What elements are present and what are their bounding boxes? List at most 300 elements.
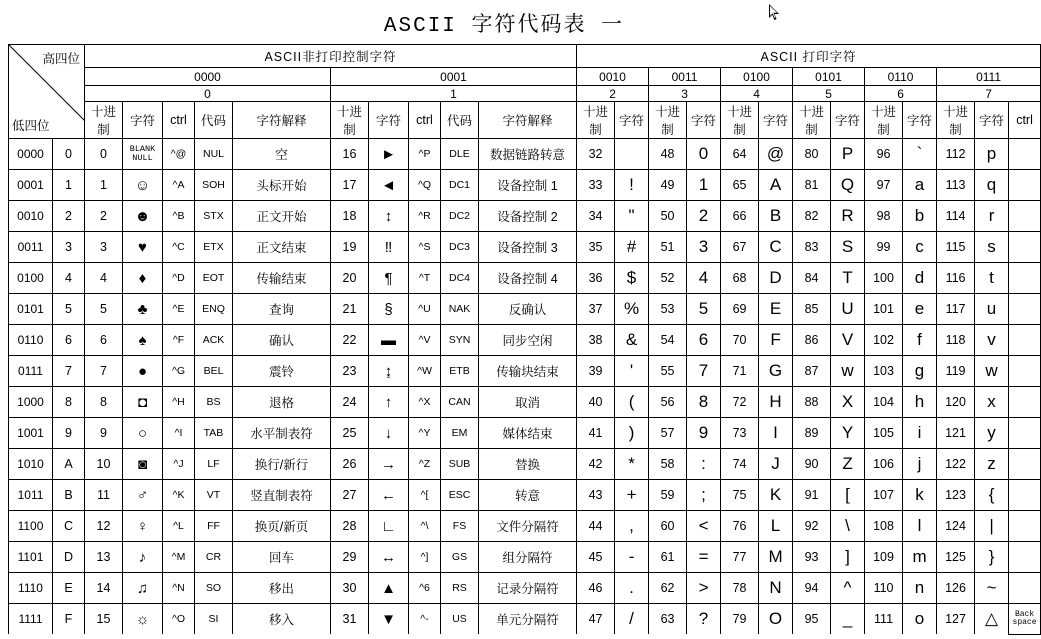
- cell-dec-7-13: 125: [937, 542, 975, 573]
- cell-dec-1-10: 26: [331, 449, 369, 480]
- col-ctrl-7: ctrl: [1009, 102, 1041, 139]
- cell-desc-1-0: 数据链路转意: [479, 139, 577, 170]
- cell-desc-0-13: 回车: [233, 542, 331, 573]
- cell-dec-1-1: 17: [331, 170, 369, 201]
- cell-dec-1-2: 18: [331, 201, 369, 232]
- cell-glyph-0-9: ○: [123, 418, 163, 449]
- cell-char-2-8: (: [615, 387, 649, 418]
- cell-desc-0-2: 正文开始: [233, 201, 331, 232]
- cell-dec-7-8: 120: [937, 387, 975, 418]
- bin-group-7: 0111: [937, 68, 1041, 86]
- cell-char-7-11: {: [975, 480, 1009, 511]
- cell-code-0-2: STX: [195, 201, 233, 232]
- cell-dec-2-11: 43: [577, 480, 615, 511]
- row-binary-10: 1010: [9, 449, 53, 480]
- cell-dec-2-15: 47: [577, 604, 615, 635]
- cell-code-0-4: EOT: [195, 263, 233, 294]
- cell-dec-4-12: 76: [721, 511, 759, 542]
- cell-desc-0-15: 移入: [233, 604, 331, 635]
- col-dec-3: 十进制: [649, 102, 687, 139]
- cell-dec-1-5: 21: [331, 294, 369, 325]
- cell-dec-6-4: 100: [865, 263, 903, 294]
- cell-char-2-15: /: [615, 604, 649, 635]
- cell-char-2-11: +: [615, 480, 649, 511]
- cell-dec-4-6: 70: [721, 325, 759, 356]
- cell-dec-5-0: 80: [793, 139, 831, 170]
- col-dec-5: 十进制: [793, 102, 831, 139]
- cell-ctrl-1-7: ^W: [409, 356, 441, 387]
- table-row: [9, 418, 1041, 449]
- row-binary-6: 0110: [9, 325, 53, 356]
- cell-dec-5-14: 94: [793, 573, 831, 604]
- cell-code-0-3: ETX: [195, 232, 233, 263]
- cell-dec-5-12: 92: [793, 511, 831, 542]
- cell-desc-1-2: 设备控制 2: [479, 201, 577, 232]
- row-hex-5: 5: [53, 294, 85, 325]
- cell-char-7-7: w: [975, 356, 1009, 387]
- cell-desc-0-14: 移出: [233, 573, 331, 604]
- cell-dec-1-11: 27: [331, 480, 369, 511]
- row-hex-15: F: [53, 604, 85, 635]
- cell-ctrl-1-13: ^]: [409, 542, 441, 573]
- table-row: [9, 387, 1041, 418]
- cell-dec-2-12: 44: [577, 511, 615, 542]
- cell-char-3-8: 8: [687, 387, 721, 418]
- table-row: [9, 449, 1041, 480]
- cell-desc-0-11: 竖直制表符: [233, 480, 331, 511]
- cell-char-2-2: ": [615, 201, 649, 232]
- table-row: [9, 480, 1041, 511]
- cell-dec-6-14: 110: [865, 573, 903, 604]
- cell-dec-5-1: 81: [793, 170, 831, 201]
- col-dec-6: 十进制: [865, 102, 903, 139]
- cell-desc-1-12: 文件分隔符: [479, 511, 577, 542]
- cell-ctrl-1-8: ^X: [409, 387, 441, 418]
- cell-char-7-2: r: [975, 201, 1009, 232]
- cell-ctrl-1-9: ^Y: [409, 418, 441, 449]
- cell-code-0-10: LF: [195, 449, 233, 480]
- cell-dec-0-1: 1: [85, 170, 123, 201]
- cell-code-0-0: NUL: [195, 139, 233, 170]
- cell-ctrl-0-12: ^L: [163, 511, 195, 542]
- cell-ctrl-0-14: ^N: [163, 573, 195, 604]
- cell-char-3-11: ;: [687, 480, 721, 511]
- cell-ctrl-0-6: ^F: [163, 325, 195, 356]
- cell-ctrl-7-1: [1009, 170, 1041, 201]
- ascii-table-body: [9, 139, 1041, 635]
- table-row: [9, 511, 1041, 542]
- table-row: [9, 232, 1041, 263]
- cell-char-6-1: a: [903, 170, 937, 201]
- cell-dec-3-12: 60: [649, 511, 687, 542]
- cell-dec-6-11: 107: [865, 480, 903, 511]
- cell-char-4-8: H: [759, 387, 793, 418]
- cell-char-5-8: X: [831, 387, 865, 418]
- cell-dec-3-6: 54: [649, 325, 687, 356]
- cell-ctrl-7-10: [1009, 449, 1041, 480]
- cell-char-6-8: h: [903, 387, 937, 418]
- cell-code-0-12: FF: [195, 511, 233, 542]
- cell-dec-4-8: 72: [721, 387, 759, 418]
- table-row: [9, 294, 1041, 325]
- col-dec-4: 十进制: [721, 102, 759, 139]
- col-dec-2: 十进制: [577, 102, 615, 139]
- cell-dec-6-15: 111: [865, 604, 903, 635]
- row-binary-7: 0111: [9, 356, 53, 387]
- col-char-2: 字符: [615, 102, 649, 139]
- cell-code-0-9: TAB: [195, 418, 233, 449]
- cell-dec-4-13: 77: [721, 542, 759, 573]
- dec-group-6: 6: [865, 86, 937, 102]
- cell-desc-1-9: 媒体结束: [479, 418, 577, 449]
- cell-glyph-1-1: ◄: [369, 170, 409, 201]
- col-dec-1: 十进制: [331, 102, 369, 139]
- cell-char-6-15: o: [903, 604, 937, 635]
- cell-dec-4-2: 66: [721, 201, 759, 232]
- row-binary-14: 1110: [9, 573, 53, 604]
- cell-ctrl-0-7: ^G: [163, 356, 195, 387]
- cell-code-0-15: SI: [195, 604, 233, 635]
- cell-glyph-1-12: ∟: [369, 511, 409, 542]
- row-binary-5: 0101: [9, 294, 53, 325]
- cell-glyph-0-4: ♦: [123, 263, 163, 294]
- cell-char-2-0: [615, 139, 649, 170]
- cell-desc-1-13: 组分隔符: [479, 542, 577, 573]
- cell-char-6-10: j: [903, 449, 937, 480]
- cell-dec-0-5: 5: [85, 294, 123, 325]
- cell-char-3-3: 3: [687, 232, 721, 263]
- cell-dec-2-0: 32: [577, 139, 615, 170]
- cell-dec-5-15: 95: [793, 604, 831, 635]
- cell-code-1-8: CAN: [441, 387, 479, 418]
- cell-desc-0-5: 查询: [233, 294, 331, 325]
- table-row: [9, 604, 1041, 635]
- cell-code-0-13: CR: [195, 542, 233, 573]
- cell-char-2-3: #: [615, 232, 649, 263]
- cell-dec-3-0: 48: [649, 139, 687, 170]
- cell-dec-0-0: 0: [85, 139, 123, 170]
- row-binary-3: 0011: [9, 232, 53, 263]
- cell-dec-3-11: 59: [649, 480, 687, 511]
- cell-char-2-14: .: [615, 573, 649, 604]
- cell-dec-6-10: 106: [865, 449, 903, 480]
- cell-desc-0-0: 空: [233, 139, 331, 170]
- cell-char-4-6: F: [759, 325, 793, 356]
- cell-dec-3-3: 51: [649, 232, 687, 263]
- cell-desc-0-7: 震铃: [233, 356, 331, 387]
- cell-desc-0-9: 水平制表符: [233, 418, 331, 449]
- cell-desc-0-1: 头标开始: [233, 170, 331, 201]
- cell-dec-4-0: 64: [721, 139, 759, 170]
- cell-char-7-0: p: [975, 139, 1009, 170]
- row-binary-0: 0000: [9, 139, 53, 170]
- cell-code-1-2: DC2: [441, 201, 479, 232]
- cell-dec-4-7: 71: [721, 356, 759, 387]
- bin-group-3: 0011: [649, 68, 721, 86]
- cell-desc-1-8: 取消: [479, 387, 577, 418]
- cell-dec-4-1: 65: [721, 170, 759, 201]
- cell-char-6-13: m: [903, 542, 937, 573]
- cell-char-6-2: b: [903, 201, 937, 232]
- cell-glyph-1-15: ▼: [369, 604, 409, 635]
- cell-ctrl-1-4: ^T: [409, 263, 441, 294]
- cell-code-1-11: ESC: [441, 480, 479, 511]
- cell-ctrl-7-0: [1009, 139, 1041, 170]
- cell-ctrl-7-15: Back space: [1009, 604, 1041, 635]
- cell-char-5-11: [: [831, 480, 865, 511]
- cell-ctrl-1-5: ^U: [409, 294, 441, 325]
- cell-char-6-12: l: [903, 511, 937, 542]
- cell-desc-1-5: 反确认: [479, 294, 577, 325]
- cell-ctrl-0-10: ^J: [163, 449, 195, 480]
- cell-glyph-0-15: ☼: [123, 604, 163, 635]
- cell-glyph-0-2: ☻: [123, 201, 163, 232]
- cell-char-4-5: E: [759, 294, 793, 325]
- row-hex-9: 9: [53, 418, 85, 449]
- cell-glyph-0-8: ◘: [123, 387, 163, 418]
- row-hex-14: E: [53, 573, 85, 604]
- cell-code-0-5: ENQ: [195, 294, 233, 325]
- cell-dec-4-4: 68: [721, 263, 759, 294]
- cell-code-0-8: BS: [195, 387, 233, 418]
- cell-dec-2-2: 34: [577, 201, 615, 232]
- cell-dec-5-8: 88: [793, 387, 831, 418]
- cell-glyph-1-13: ↔: [369, 542, 409, 573]
- cell-char-5-1: Q: [831, 170, 865, 201]
- cell-char-3-13: =: [687, 542, 721, 573]
- cell-dec-6-1: 97: [865, 170, 903, 201]
- cell-dec-0-13: 13: [85, 542, 123, 573]
- row-hex-10: A: [53, 449, 85, 480]
- cell-dec-7-9: 121: [937, 418, 975, 449]
- cell-char-3-2: 2: [687, 201, 721, 232]
- cell-glyph-0-5: ♣: [123, 294, 163, 325]
- cell-glyph-1-9: ↓: [369, 418, 409, 449]
- cell-desc-1-3: 设备控制 3: [479, 232, 577, 263]
- cell-code-0-11: VT: [195, 480, 233, 511]
- col-dec-0: 十进制: [85, 102, 123, 139]
- cell-char-5-9: Y: [831, 418, 865, 449]
- cell-dec-2-4: 36: [577, 263, 615, 294]
- cell-ctrl-7-12: [1009, 511, 1041, 542]
- cell-char-3-12: <: [687, 511, 721, 542]
- bin-group-2: 0010: [577, 68, 649, 86]
- cell-dec-0-8: 8: [85, 387, 123, 418]
- cell-dec-2-14: 46: [577, 573, 615, 604]
- cell-dec-1-7: 23: [331, 356, 369, 387]
- col-code-1: 代码: [441, 102, 479, 139]
- cell-dec-7-6: 118: [937, 325, 975, 356]
- cell-dec-7-7: 119: [937, 356, 975, 387]
- cell-char-4-4: D: [759, 263, 793, 294]
- cell-code-1-10: SUB: [441, 449, 479, 480]
- cell-char-2-12: ,: [615, 511, 649, 542]
- cell-code-1-6: SYN: [441, 325, 479, 356]
- cell-glyph-0-7: ●: [123, 356, 163, 387]
- cell-desc-1-1: 设备控制 1: [479, 170, 577, 201]
- cell-dec-6-6: 102: [865, 325, 903, 356]
- cell-char-5-6: V: [831, 325, 865, 356]
- cell-ctrl-7-14: [1009, 573, 1041, 604]
- cell-char-7-12: |: [975, 511, 1009, 542]
- cell-glyph-0-3: ♥: [123, 232, 163, 263]
- cell-ctrl-0-0: ^@: [163, 139, 195, 170]
- bottom-edge: [0, 634, 1008, 639]
- cell-ctrl-1-1: ^Q: [409, 170, 441, 201]
- cell-ctrl-0-2: ^B: [163, 201, 195, 232]
- cell-dec-3-8: 56: [649, 387, 687, 418]
- cell-dec-6-5: 101: [865, 294, 903, 325]
- col-desc-0: 字符解释: [233, 102, 331, 139]
- cell-code-1-14: RS: [441, 573, 479, 604]
- row-hex-7: 7: [53, 356, 85, 387]
- cell-dec-0-12: 12: [85, 511, 123, 542]
- cell-char-4-14: N: [759, 573, 793, 604]
- page-title: ASCII 字符代码表 一: [383, 15, 625, 38]
- cell-dec-7-10: 122: [937, 449, 975, 480]
- col-ctrl-0: ctrl: [163, 102, 195, 139]
- cell-ctrl-0-1: ^A: [163, 170, 195, 201]
- row-hex-1: 1: [53, 170, 85, 201]
- cell-desc-0-3: 正文结束: [233, 232, 331, 263]
- cell-char-2-5: %: [615, 294, 649, 325]
- cell-ctrl-0-8: ^H: [163, 387, 195, 418]
- cell-dec-7-14: 126: [937, 573, 975, 604]
- cell-char-7-14: ~: [975, 573, 1009, 604]
- mouse-cursor-icon: [768, 4, 780, 22]
- cell-glyph-1-4: ¶: [369, 263, 409, 294]
- cell-ctrl-0-15: ^O: [163, 604, 195, 635]
- cell-char-5-0: P: [831, 139, 865, 170]
- cell-char-7-5: u: [975, 294, 1009, 325]
- cell-glyph-1-14: ▲: [369, 573, 409, 604]
- dec-group-1: 1: [331, 86, 577, 102]
- cell-glyph-1-3: ‼: [369, 232, 409, 263]
- cell-dec-2-7: 39: [577, 356, 615, 387]
- col-code-0: 代码: [195, 102, 233, 139]
- cell-dec-2-1: 33: [577, 170, 615, 201]
- row-binary-2: 0010: [9, 201, 53, 232]
- col-char-5: 字符: [831, 102, 865, 139]
- row-hex-6: 6: [53, 325, 85, 356]
- cell-char-4-10: J: [759, 449, 793, 480]
- cell-ctrl-0-13: ^M: [163, 542, 195, 573]
- row-binary-11: 1011: [9, 480, 53, 511]
- col-char-7: 字符: [975, 102, 1009, 139]
- cell-glyph-0-14: ♫: [123, 573, 163, 604]
- cell-ctrl-1-12: ^\: [409, 511, 441, 542]
- cell-char-2-7: ': [615, 356, 649, 387]
- cell-glyph-0-6: ♠: [123, 325, 163, 356]
- cell-dec-5-6: 86: [793, 325, 831, 356]
- cell-dec-3-1: 49: [649, 170, 687, 201]
- cell-char-3-6: 6: [687, 325, 721, 356]
- table-row: [9, 170, 1041, 201]
- cell-code-0-6: ACK: [195, 325, 233, 356]
- cell-char-4-13: M: [759, 542, 793, 573]
- cell-code-1-9: EM: [441, 418, 479, 449]
- cell-dec-0-7: 7: [85, 356, 123, 387]
- cell-ctrl-0-9: ^I: [163, 418, 195, 449]
- corner-high-label: 高四位: [42, 52, 80, 66]
- cell-dec-2-10: 42: [577, 449, 615, 480]
- cell-dec-5-11: 91: [793, 480, 831, 511]
- cell-char-4-11: K: [759, 480, 793, 511]
- cell-char-6-4: d: [903, 263, 937, 294]
- cell-dec-1-15: 31: [331, 604, 369, 635]
- cell-glyph-0-11: ♂: [123, 480, 163, 511]
- dec-group-5: 5: [793, 86, 865, 102]
- cell-char-3-9: 9: [687, 418, 721, 449]
- cell-dec-3-7: 55: [649, 356, 687, 387]
- row-hex-11: B: [53, 480, 85, 511]
- cell-char-6-7: g: [903, 356, 937, 387]
- cell-ctrl-0-4: ^D: [163, 263, 195, 294]
- cell-ctrl-7-2: [1009, 201, 1041, 232]
- cell-desc-0-4: 传输结束: [233, 263, 331, 294]
- cell-char-2-1: !: [615, 170, 649, 201]
- cell-ctrl-7-4: [1009, 263, 1041, 294]
- row-binary-4: 0100: [9, 263, 53, 294]
- cell-char-3-0: 0: [687, 139, 721, 170]
- cell-glyph-1-10: →: [369, 449, 409, 480]
- row-binary-1: 0001: [9, 170, 53, 201]
- cell-desc-1-14: 记录分隔符: [479, 573, 577, 604]
- cell-char-3-5: 5: [687, 294, 721, 325]
- corner-low-label: 低四位: [12, 119, 50, 133]
- cell-desc-0-6: 确认: [233, 325, 331, 356]
- cell-dec-3-5: 53: [649, 294, 687, 325]
- cell-dec-5-13: 93: [793, 542, 831, 573]
- cell-dec-6-9: 105: [865, 418, 903, 449]
- cell-char-7-8: x: [975, 387, 1009, 418]
- cell-dec-1-13: 29: [331, 542, 369, 573]
- table-row: [9, 263, 1041, 294]
- row-hex-12: C: [53, 511, 85, 542]
- col-char-0: 字符: [123, 102, 163, 139]
- row-binary-12: 1100: [9, 511, 53, 542]
- table-row: [9, 356, 1041, 387]
- cell-dec-1-3: 19: [331, 232, 369, 263]
- cell-char-4-12: L: [759, 511, 793, 542]
- cell-dec-7-11: 123: [937, 480, 975, 511]
- cell-desc-0-10: 换行/新行: [233, 449, 331, 480]
- cell-dec-5-2: 82: [793, 201, 831, 232]
- cell-dec-3-15: 63: [649, 604, 687, 635]
- row-hex-0: 0: [53, 139, 85, 170]
- cell-code-1-13: GS: [441, 542, 479, 573]
- cell-dec-5-10: 90: [793, 449, 831, 480]
- row-binary-8: 1000: [9, 387, 53, 418]
- cell-code-1-3: DC3: [441, 232, 479, 263]
- cell-ctrl-1-10: ^Z: [409, 449, 441, 480]
- cell-char-4-2: B: [759, 201, 793, 232]
- cell-char-3-14: >: [687, 573, 721, 604]
- cell-dec-7-15: 127: [937, 604, 975, 635]
- cell-glyph-1-5: §: [369, 294, 409, 325]
- cell-char-7-1: q: [975, 170, 1009, 201]
- cell-char-3-7: 7: [687, 356, 721, 387]
- cell-dec-1-14: 30: [331, 573, 369, 604]
- cell-dec-5-4: 84: [793, 263, 831, 294]
- cell-char-2-9: ): [615, 418, 649, 449]
- row-hex-8: 8: [53, 387, 85, 418]
- cell-char-5-14: ^: [831, 573, 865, 604]
- cell-dec-7-1: 113: [937, 170, 975, 201]
- cell-desc-0-8: 退格: [233, 387, 331, 418]
- cell-dec-2-13: 45: [577, 542, 615, 573]
- cell-ctrl-7-13: [1009, 542, 1041, 573]
